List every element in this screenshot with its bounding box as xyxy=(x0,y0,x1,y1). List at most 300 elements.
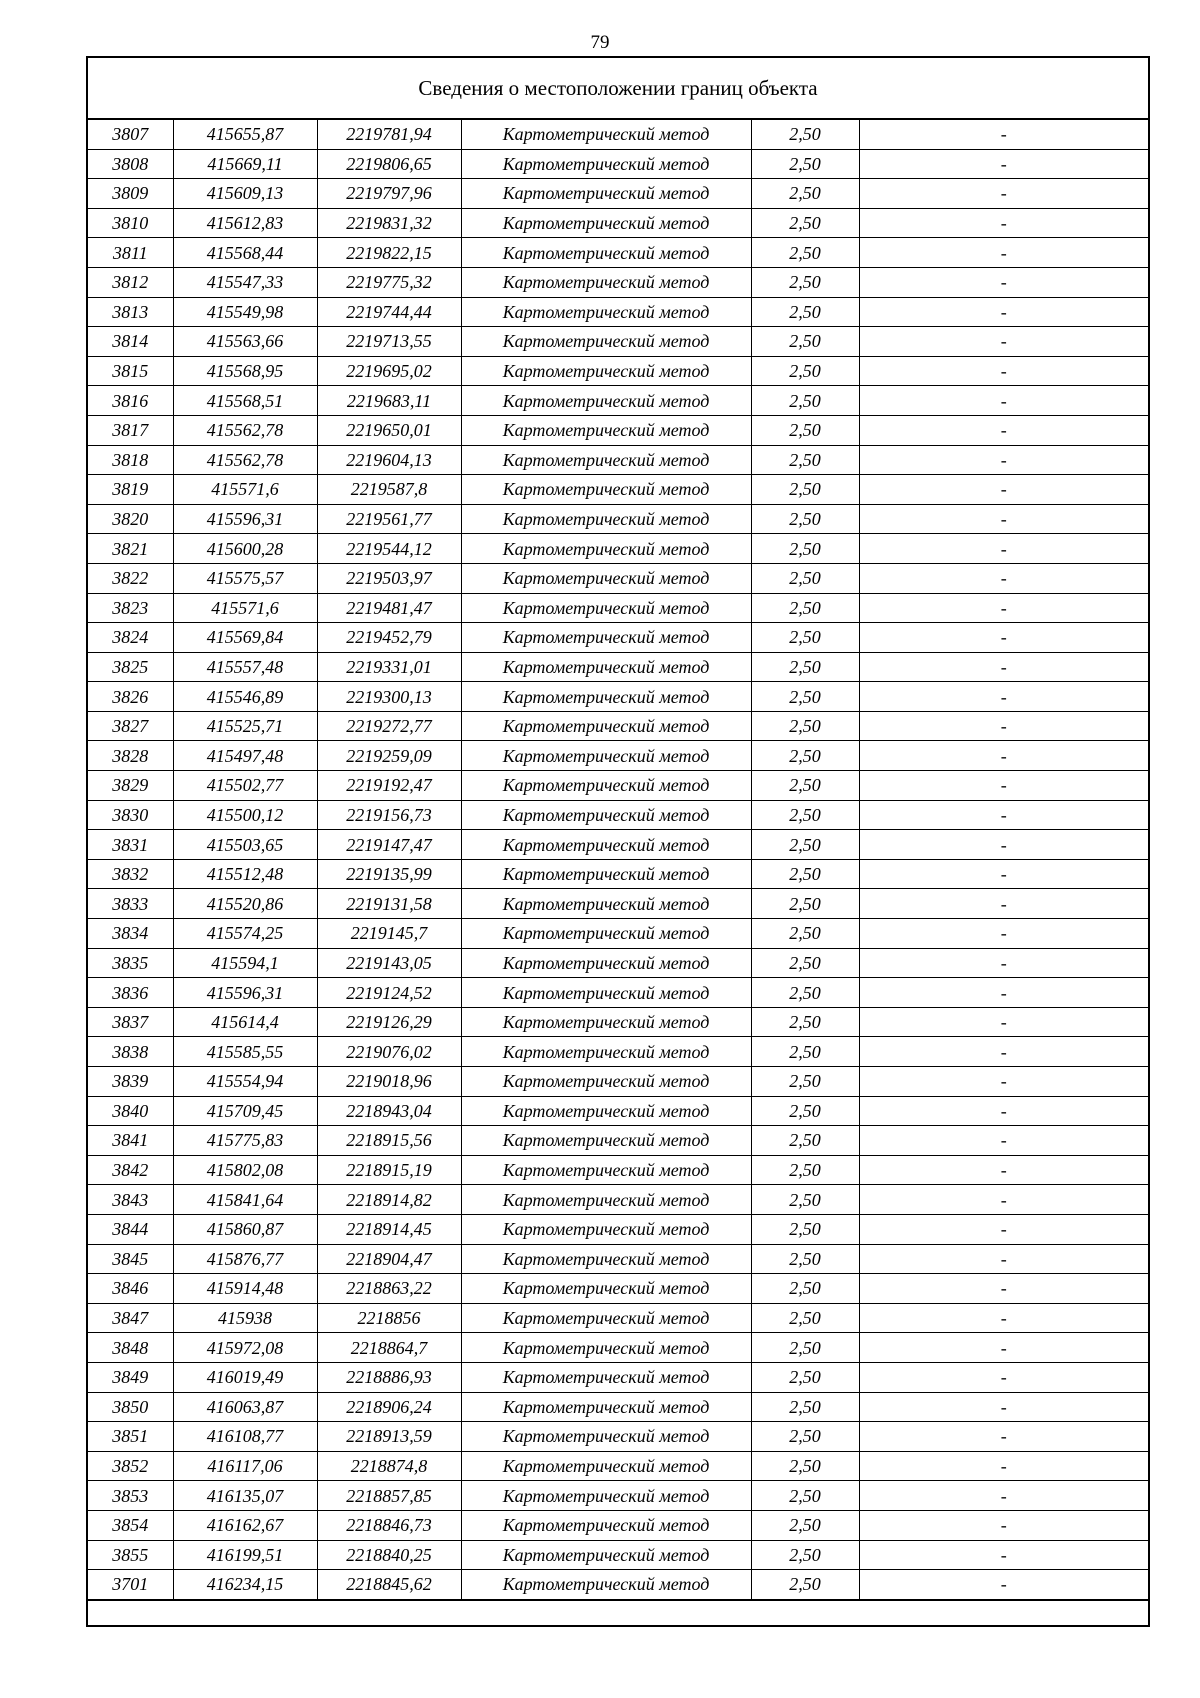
cell-description: - xyxy=(859,1333,1149,1363)
table-title: Сведения о местоположении границ объекта xyxy=(87,57,1149,119)
cell-point-number: 3827 xyxy=(87,711,173,741)
cell-point-number: 3842 xyxy=(87,1155,173,1185)
cell-accuracy: 2,50 xyxy=(751,741,859,771)
cell-method: Картометрический метод xyxy=(461,119,751,149)
cell-y-coordinate: 2219587,8 xyxy=(317,475,461,505)
cell-x-coordinate: 415938 xyxy=(173,1303,317,1333)
cell-point-number: 3839 xyxy=(87,1067,173,1097)
cell-x-coordinate: 415549,98 xyxy=(173,297,317,327)
table-row xyxy=(87,1451,1149,1481)
cell-point-number: 3825 xyxy=(87,652,173,682)
table-row xyxy=(87,1362,1149,1392)
cell-description: - xyxy=(859,1451,1149,1481)
table-row xyxy=(87,623,1149,653)
cell-x-coordinate: 415525,71 xyxy=(173,711,317,741)
cell-y-coordinate: 2219143,05 xyxy=(317,948,461,978)
table-row xyxy=(87,563,1149,593)
cell-description: - xyxy=(859,1185,1149,1215)
cell-description: - xyxy=(859,652,1149,682)
cell-description: - xyxy=(859,238,1149,268)
table-row xyxy=(87,504,1149,534)
cell-point-number: 3838 xyxy=(87,1037,173,1067)
cell-x-coordinate: 415562,78 xyxy=(173,415,317,445)
cell-accuracy: 2,50 xyxy=(751,1333,859,1363)
cell-method: Картометрический метод xyxy=(461,919,751,949)
cell-point-number: 3820 xyxy=(87,504,173,534)
cell-method: Картометрический метод xyxy=(461,327,751,357)
cell-method: Картометрический метод xyxy=(461,1422,751,1452)
table-row xyxy=(87,327,1149,357)
cell-x-coordinate: 416108,77 xyxy=(173,1422,317,1452)
cell-method: Картометрический метод xyxy=(461,179,751,209)
cell-method: Картометрический метод xyxy=(461,267,751,297)
cell-accuracy: 2,50 xyxy=(751,445,859,475)
empty-cell xyxy=(87,1600,1149,1626)
table-row xyxy=(87,1333,1149,1363)
cell-method: Картометрический метод xyxy=(461,1007,751,1037)
cell-point-number: 3813 xyxy=(87,297,173,327)
cell-method: Картометрический метод xyxy=(461,208,751,238)
cell-x-coordinate: 415546,89 xyxy=(173,682,317,712)
cell-point-number: 3812 xyxy=(87,267,173,297)
cell-accuracy: 2,50 xyxy=(751,1481,859,1511)
cell-y-coordinate: 2218906,24 xyxy=(317,1392,461,1422)
cell-method: Картометрический метод xyxy=(461,475,751,505)
cell-accuracy: 2,50 xyxy=(751,1185,859,1215)
cell-accuracy: 2,50 xyxy=(751,238,859,268)
cell-accuracy: 2,50 xyxy=(751,534,859,564)
cell-method: Картометрический метод xyxy=(461,1303,751,1333)
table-row xyxy=(87,1540,1149,1570)
table-row xyxy=(87,741,1149,771)
cell-accuracy: 2,50 xyxy=(751,593,859,623)
cell-description: - xyxy=(859,386,1149,416)
cell-point-number: 3814 xyxy=(87,327,173,357)
cell-y-coordinate: 2219300,13 xyxy=(317,682,461,712)
cell-method: Картометрический метод xyxy=(461,1214,751,1244)
cell-point-number: 3829 xyxy=(87,771,173,801)
cell-point-number: 3811 xyxy=(87,238,173,268)
cell-point-number: 3824 xyxy=(87,623,173,653)
cell-point-number: 3819 xyxy=(87,475,173,505)
cell-method: Картометрический метод xyxy=(461,652,751,682)
cell-description: - xyxy=(859,1214,1149,1244)
cell-y-coordinate: 2219481,47 xyxy=(317,593,461,623)
cell-method: Картометрический метод xyxy=(461,504,751,534)
cell-method: Картометрический метод xyxy=(461,830,751,860)
cell-x-coordinate: 415585,55 xyxy=(173,1037,317,1067)
cell-point-number: 3843 xyxy=(87,1185,173,1215)
cell-description: - xyxy=(859,593,1149,623)
table-row xyxy=(87,652,1149,682)
cell-accuracy: 2,50 xyxy=(751,297,859,327)
cell-y-coordinate: 2218914,82 xyxy=(317,1185,461,1215)
table-row xyxy=(87,1481,1149,1511)
table-row xyxy=(87,208,1149,238)
cell-method: Картометрический метод xyxy=(461,1540,751,1570)
cell-y-coordinate: 2219018,96 xyxy=(317,1067,461,1097)
cell-accuracy: 2,50 xyxy=(751,149,859,179)
cell-method: Картометрический метод xyxy=(461,593,751,623)
cell-description: - xyxy=(859,623,1149,653)
cell-method: Картометрический метод xyxy=(461,1481,751,1511)
cell-description: - xyxy=(859,771,1149,801)
cell-description: - xyxy=(859,563,1149,593)
cell-x-coordinate: 416199,51 xyxy=(173,1540,317,1570)
cell-accuracy: 2,50 xyxy=(751,1451,859,1481)
cell-accuracy: 2,50 xyxy=(751,1155,859,1185)
cell-y-coordinate: 2219503,97 xyxy=(317,563,461,593)
cell-y-coordinate: 2219131,58 xyxy=(317,889,461,919)
table-row xyxy=(87,978,1149,1008)
cell-x-coordinate: 415547,33 xyxy=(173,267,317,297)
cell-description: - xyxy=(859,1274,1149,1304)
cell-x-coordinate: 415563,66 xyxy=(173,327,317,357)
cell-point-number: 3840 xyxy=(87,1096,173,1126)
cell-description: - xyxy=(859,859,1149,889)
table-row xyxy=(87,711,1149,741)
cell-point-number: 3815 xyxy=(87,356,173,386)
table-row xyxy=(87,1155,1149,1185)
cell-y-coordinate: 2219135,99 xyxy=(317,859,461,889)
cell-y-coordinate: 2219156,73 xyxy=(317,800,461,830)
cell-accuracy: 2,50 xyxy=(751,919,859,949)
cell-accuracy: 2,50 xyxy=(751,267,859,297)
cell-x-coordinate: 415568,51 xyxy=(173,386,317,416)
cell-y-coordinate: 2219544,12 xyxy=(317,534,461,564)
cell-description: - xyxy=(859,919,1149,949)
cell-x-coordinate: 415841,64 xyxy=(173,1185,317,1215)
cell-method: Картометрический метод xyxy=(461,1155,751,1185)
cell-y-coordinate: 2219561,77 xyxy=(317,504,461,534)
cell-accuracy: 2,50 xyxy=(751,859,859,889)
cell-x-coordinate: 415502,77 xyxy=(173,771,317,801)
cell-point-number: 3828 xyxy=(87,741,173,771)
cell-y-coordinate: 2219259,09 xyxy=(317,741,461,771)
cell-description: - xyxy=(859,1126,1149,1156)
cell-point-number: 3837 xyxy=(87,1007,173,1037)
cell-point-number: 3851 xyxy=(87,1422,173,1452)
cell-x-coordinate: 415568,44 xyxy=(173,238,317,268)
cell-method: Картометрический метод xyxy=(461,238,751,268)
cell-x-coordinate: 415860,87 xyxy=(173,1214,317,1244)
cell-description: - xyxy=(859,1155,1149,1185)
cell-accuracy: 2,50 xyxy=(751,771,859,801)
cell-method: Картометрический метод xyxy=(461,859,751,889)
cell-x-coordinate: 415500,12 xyxy=(173,800,317,830)
cell-point-number: 3850 xyxy=(87,1392,173,1422)
cell-y-coordinate: 2219452,79 xyxy=(317,623,461,653)
cell-point-number: 3830 xyxy=(87,800,173,830)
cell-method: Картометрический метод xyxy=(461,356,751,386)
cell-description: - xyxy=(859,1392,1149,1422)
cell-method: Картометрический метод xyxy=(461,1362,751,1392)
cell-method: Картометрический метод xyxy=(461,445,751,475)
cell-y-coordinate: 2219695,02 xyxy=(317,356,461,386)
table-row xyxy=(87,356,1149,386)
cell-accuracy: 2,50 xyxy=(751,504,859,534)
cell-accuracy: 2,50 xyxy=(751,1510,859,1540)
cell-x-coordinate: 415574,25 xyxy=(173,919,317,949)
cell-description: - xyxy=(859,445,1149,475)
cell-method: Картометрический метод xyxy=(461,149,751,179)
cell-point-number: 3807 xyxy=(87,119,173,149)
cell-point-number: 3831 xyxy=(87,830,173,860)
cell-description: - xyxy=(859,149,1149,179)
cell-x-coordinate: 415802,08 xyxy=(173,1155,317,1185)
cell-method: Картометрический метод xyxy=(461,1333,751,1363)
cell-accuracy: 2,50 xyxy=(751,563,859,593)
cell-x-coordinate: 415520,86 xyxy=(173,889,317,919)
cell-method: Картометрический метод xyxy=(461,563,751,593)
cell-y-coordinate: 2219806,65 xyxy=(317,149,461,179)
cell-y-coordinate: 2219604,13 xyxy=(317,445,461,475)
cell-y-coordinate: 2219124,52 xyxy=(317,978,461,1008)
cell-accuracy: 2,50 xyxy=(751,179,859,209)
cell-method: Картометрический метод xyxy=(461,1274,751,1304)
cell-y-coordinate: 2218913,59 xyxy=(317,1422,461,1452)
cell-method: Картометрический метод xyxy=(461,1451,751,1481)
cell-description: - xyxy=(859,1037,1149,1067)
cell-y-coordinate: 2219076,02 xyxy=(317,1037,461,1067)
cell-y-coordinate: 2219822,15 xyxy=(317,238,461,268)
table-row xyxy=(87,771,1149,801)
cell-x-coordinate: 416063,87 xyxy=(173,1392,317,1422)
cell-y-coordinate: 2218914,45 xyxy=(317,1214,461,1244)
cell-description: - xyxy=(859,1096,1149,1126)
cell-description: - xyxy=(859,208,1149,238)
cell-y-coordinate: 2219683,11 xyxy=(317,386,461,416)
cell-x-coordinate: 415596,31 xyxy=(173,978,317,1008)
cell-accuracy: 2,50 xyxy=(751,711,859,741)
table-empty-row xyxy=(87,1600,1149,1626)
cell-x-coordinate: 415596,31 xyxy=(173,504,317,534)
cell-accuracy: 2,50 xyxy=(751,948,859,978)
table-row xyxy=(87,1392,1149,1422)
cell-point-number: 3826 xyxy=(87,682,173,712)
cell-y-coordinate: 2218886,93 xyxy=(317,1362,461,1392)
cell-y-coordinate: 2219331,01 xyxy=(317,652,461,682)
cell-method: Картометрический метод xyxy=(461,1392,751,1422)
cell-description: - xyxy=(859,179,1149,209)
cell-x-coordinate: 416234,15 xyxy=(173,1570,317,1600)
cell-description: - xyxy=(859,415,1149,445)
table-row xyxy=(87,919,1149,949)
table-row xyxy=(87,238,1149,268)
cell-description: - xyxy=(859,327,1149,357)
cell-method: Картометрический метод xyxy=(461,682,751,712)
table-row xyxy=(87,1007,1149,1037)
cell-method: Картометрический метод xyxy=(461,978,751,1008)
cell-accuracy: 2,50 xyxy=(751,978,859,1008)
cell-y-coordinate: 2219797,96 xyxy=(317,179,461,209)
cell-x-coordinate: 415914,48 xyxy=(173,1274,317,1304)
cell-accuracy: 2,50 xyxy=(751,356,859,386)
cell-accuracy: 2,50 xyxy=(751,1126,859,1156)
cell-x-coordinate: 415554,94 xyxy=(173,1067,317,1097)
cell-accuracy: 2,50 xyxy=(751,1570,859,1600)
cell-accuracy: 2,50 xyxy=(751,800,859,830)
cell-accuracy: 2,50 xyxy=(751,1422,859,1452)
cell-point-number: 3816 xyxy=(87,386,173,416)
cell-description: - xyxy=(859,504,1149,534)
cell-y-coordinate: 2218864,7 xyxy=(317,1333,461,1363)
cell-x-coordinate: 416135,07 xyxy=(173,1481,317,1511)
cell-description: - xyxy=(859,1007,1149,1037)
cell-point-number: 3823 xyxy=(87,593,173,623)
cell-y-coordinate: 2219145,7 xyxy=(317,919,461,949)
table-row xyxy=(87,1185,1149,1215)
table-row xyxy=(87,889,1149,919)
cell-y-coordinate: 2218845,62 xyxy=(317,1570,461,1600)
cell-accuracy: 2,50 xyxy=(751,1096,859,1126)
cell-accuracy: 2,50 xyxy=(751,1303,859,1333)
cell-method: Картометрический метод xyxy=(461,1510,751,1540)
cell-description: - xyxy=(859,978,1149,1008)
cell-point-number: 3701 xyxy=(87,1570,173,1600)
cell-accuracy: 2,50 xyxy=(751,415,859,445)
table-row xyxy=(87,267,1149,297)
table-row xyxy=(87,179,1149,209)
cell-point-number: 3845 xyxy=(87,1244,173,1274)
cell-description: - xyxy=(859,830,1149,860)
cell-description: - xyxy=(859,475,1149,505)
cell-method: Картометрический метод xyxy=(461,948,751,978)
cell-x-coordinate: 415775,83 xyxy=(173,1126,317,1156)
cell-point-number: 3855 xyxy=(87,1540,173,1570)
cell-description: - xyxy=(859,948,1149,978)
cell-point-number: 3833 xyxy=(87,889,173,919)
cell-description: - xyxy=(859,741,1149,771)
cell-accuracy: 2,50 xyxy=(751,327,859,357)
cell-point-number: 3848 xyxy=(87,1333,173,1363)
cell-point-number: 3808 xyxy=(87,149,173,179)
cell-accuracy: 2,50 xyxy=(751,623,859,653)
table-row xyxy=(87,1067,1149,1097)
cell-point-number: 3832 xyxy=(87,859,173,889)
table-row xyxy=(87,475,1149,505)
cell-accuracy: 2,50 xyxy=(751,889,859,919)
cell-y-coordinate: 2218915,19 xyxy=(317,1155,461,1185)
cell-method: Картометрический метод xyxy=(461,1126,751,1156)
table-row xyxy=(87,1214,1149,1244)
table-row xyxy=(87,1274,1149,1304)
cell-y-coordinate: 2219781,94 xyxy=(317,119,461,149)
table-row xyxy=(87,1126,1149,1156)
cell-point-number: 3822 xyxy=(87,563,173,593)
cell-description: - xyxy=(859,297,1149,327)
table-row xyxy=(87,948,1149,978)
cell-x-coordinate: 415655,87 xyxy=(173,119,317,149)
cell-method: Картометрический метод xyxy=(461,1185,751,1215)
cell-method: Картометрический метод xyxy=(461,386,751,416)
table-title-row xyxy=(87,57,1149,119)
cell-method: Картометрический метод xyxy=(461,741,751,771)
cell-method: Картометрический метод xyxy=(461,1037,751,1067)
table-row xyxy=(87,1510,1149,1540)
cell-point-number: 3846 xyxy=(87,1274,173,1304)
table-row xyxy=(87,682,1149,712)
cell-point-number: 3809 xyxy=(87,179,173,209)
cell-point-number: 3854 xyxy=(87,1510,173,1540)
cell-point-number: 3852 xyxy=(87,1451,173,1481)
table-row xyxy=(87,1037,1149,1067)
cell-y-coordinate: 2218856 xyxy=(317,1303,461,1333)
cell-x-coordinate: 415571,6 xyxy=(173,593,317,623)
cell-y-coordinate: 2218915,56 xyxy=(317,1126,461,1156)
cell-x-coordinate: 415557,48 xyxy=(173,652,317,682)
cell-x-coordinate: 415568,95 xyxy=(173,356,317,386)
cell-method: Картометрический метод xyxy=(461,297,751,327)
table-row xyxy=(87,415,1149,445)
cell-accuracy: 2,50 xyxy=(751,1274,859,1304)
page-number: 79 xyxy=(590,32,610,53)
cell-x-coordinate: 416117,06 xyxy=(173,1451,317,1481)
cell-x-coordinate: 416162,67 xyxy=(173,1510,317,1540)
table-row xyxy=(87,1096,1149,1126)
cell-description: - xyxy=(859,1481,1149,1511)
cell-y-coordinate: 2219192,47 xyxy=(317,771,461,801)
cell-accuracy: 2,50 xyxy=(751,1244,859,1274)
cell-method: Картометрический метод xyxy=(461,1067,751,1097)
cell-x-coordinate: 415709,45 xyxy=(173,1096,317,1126)
cell-x-coordinate: 415669,11 xyxy=(173,149,317,179)
cell-y-coordinate: 2218904,47 xyxy=(317,1244,461,1274)
cell-x-coordinate: 415600,28 xyxy=(173,534,317,564)
cell-x-coordinate: 415972,08 xyxy=(173,1333,317,1363)
cell-description: - xyxy=(859,119,1149,149)
cell-point-number: 3821 xyxy=(87,534,173,564)
cell-accuracy: 2,50 xyxy=(751,1540,859,1570)
table-row xyxy=(87,534,1149,564)
cell-y-coordinate: 2218863,22 xyxy=(317,1274,461,1304)
cell-description: - xyxy=(859,1362,1149,1392)
cell-method: Картометрический метод xyxy=(461,800,751,830)
cell-y-coordinate: 2219831,32 xyxy=(317,208,461,238)
cell-x-coordinate: 415575,57 xyxy=(173,563,317,593)
cell-accuracy: 2,50 xyxy=(751,208,859,238)
table-row xyxy=(87,859,1149,889)
table-row xyxy=(87,297,1149,327)
cell-accuracy: 2,50 xyxy=(751,830,859,860)
cell-description: - xyxy=(859,800,1149,830)
cell-accuracy: 2,50 xyxy=(751,1037,859,1067)
cell-description: - xyxy=(859,1422,1149,1452)
cell-y-coordinate: 2218840,25 xyxy=(317,1540,461,1570)
cell-point-number: 3841 xyxy=(87,1126,173,1156)
cell-x-coordinate: 415594,1 xyxy=(173,948,317,978)
cell-accuracy: 2,50 xyxy=(751,1007,859,1037)
table-row xyxy=(87,1244,1149,1274)
cell-accuracy: 2,50 xyxy=(751,652,859,682)
cell-point-number: 3847 xyxy=(87,1303,173,1333)
cell-x-coordinate: 416019,49 xyxy=(173,1362,317,1392)
table-row xyxy=(87,800,1149,830)
cell-method: Картометрический метод xyxy=(461,534,751,564)
table-row xyxy=(87,386,1149,416)
cell-description: - xyxy=(859,267,1149,297)
cell-x-coordinate: 415512,48 xyxy=(173,859,317,889)
cell-y-coordinate: 2219775,32 xyxy=(317,267,461,297)
cell-y-coordinate: 2218874,8 xyxy=(317,1451,461,1481)
cell-method: Картометрический метод xyxy=(461,711,751,741)
table-row xyxy=(87,445,1149,475)
cell-x-coordinate: 415612,83 xyxy=(173,208,317,238)
cell-description: - xyxy=(859,1570,1149,1600)
cell-accuracy: 2,50 xyxy=(751,1392,859,1422)
cell-point-number: 3810 xyxy=(87,208,173,238)
cell-method: Картометрический метод xyxy=(461,1244,751,1274)
